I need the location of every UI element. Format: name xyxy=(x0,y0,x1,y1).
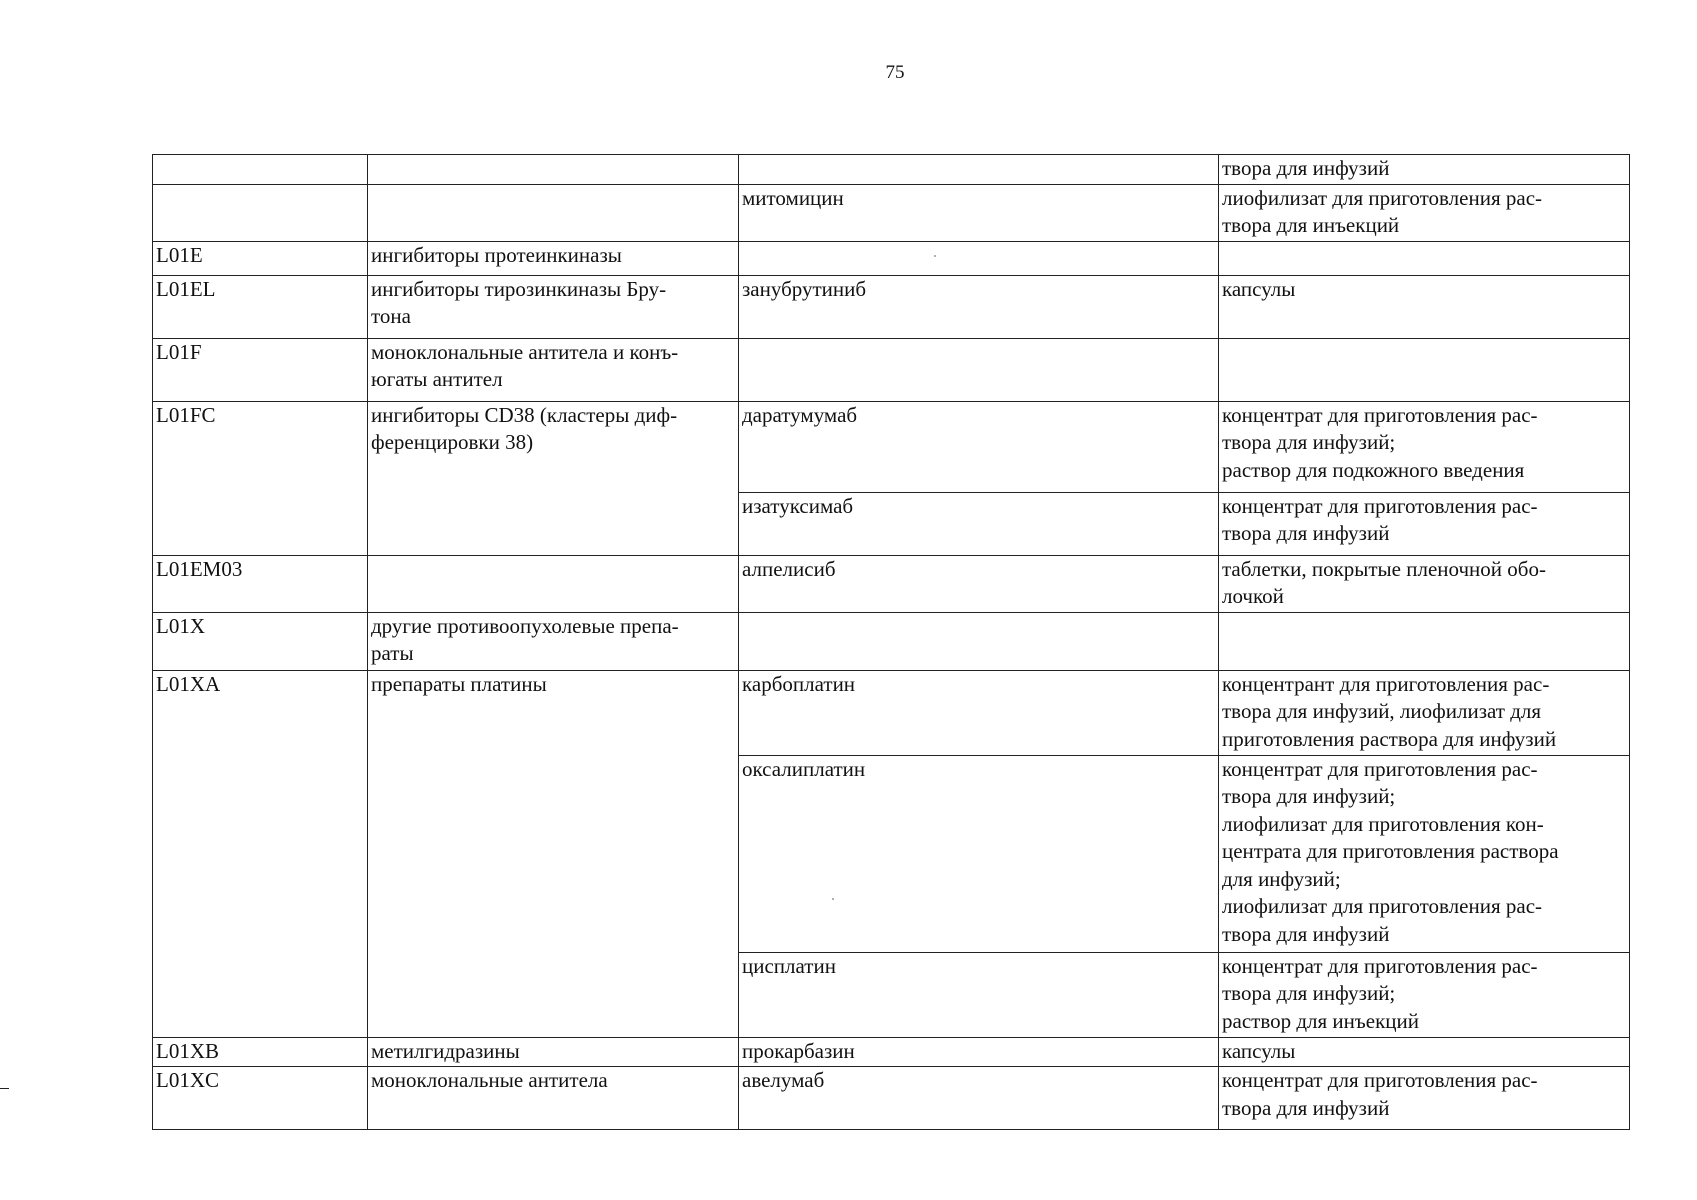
form-cell: концентрат для приготовления рас- твора для инфузий xyxy=(1219,492,1630,555)
atc-code-cell: L01XA xyxy=(153,670,368,1037)
form-cell: таблетки, покрытые пленочной обо- лочкой xyxy=(1219,555,1630,612)
form-cell: капсулы xyxy=(1219,1037,1630,1067)
atc-code-cell: L01E xyxy=(153,241,368,275)
drug-cell: прокарбазин xyxy=(739,1037,1219,1067)
atc-code-cell: L01XC xyxy=(153,1067,368,1130)
drug-cell xyxy=(739,612,1219,670)
form-cell xyxy=(1219,612,1630,670)
table-row xyxy=(153,1037,1630,1067)
table-row xyxy=(153,155,1630,185)
form-cell: концентрат для приготовления рас- твора для инфузий; лиофилизат для приготовления кон- центрата для приготовления раствора для инфузий; лиофилизат для приготовления рас- твора для инфузий xyxy=(1219,755,1630,952)
group-cell: моноклональные антитела xyxy=(368,1067,739,1130)
table-row xyxy=(153,555,1630,612)
table-row xyxy=(153,670,1630,755)
drug-cell: даратумумаб xyxy=(739,401,1219,492)
form-cell: концентрат для приготовления рас- твора для инфузий; раствор для инъекций xyxy=(1219,952,1630,1037)
drug-cell xyxy=(739,241,1219,275)
group-cell: моноклональные антитела и конъ- югаты антител xyxy=(368,338,739,401)
drug-cell xyxy=(739,155,1219,185)
drug-cell: занубрутиниб xyxy=(739,275,1219,338)
form-cell: капсулы xyxy=(1219,275,1630,338)
form-cell xyxy=(1219,338,1630,401)
atc-code-cell: L01EL xyxy=(153,275,368,338)
atc-code-cell: L01EM03 xyxy=(153,555,368,612)
atc-code-cell: L01F xyxy=(153,338,368,401)
table-row xyxy=(153,184,1630,241)
drug-cell: митомицин xyxy=(739,184,1219,241)
table-row xyxy=(153,401,1630,492)
table-row xyxy=(153,241,1630,275)
drug-cell: карбоплатин xyxy=(739,670,1219,755)
table-row xyxy=(153,338,1630,401)
drug-cell: изатуксимаб xyxy=(739,492,1219,555)
table-row xyxy=(153,275,1630,338)
group-cell: ингибиторы протеинкиназы xyxy=(368,241,739,275)
group-cell: ингибиторы CD38 (кластеры диф- ференцировки 38) xyxy=(368,401,739,555)
drug-cell: авелумаб xyxy=(739,1067,1219,1130)
table-row xyxy=(153,1067,1630,1130)
table-row xyxy=(153,612,1630,670)
atc-code-cell xyxy=(153,184,368,241)
atc-code-cell: L01FC xyxy=(153,401,368,555)
atc-code-cell xyxy=(153,155,368,185)
drug-cell: цисплатин xyxy=(739,952,1219,1037)
scan-edge-mark xyxy=(0,1088,9,1089)
drug-table xyxy=(152,154,1630,1130)
form-cell xyxy=(1219,241,1630,275)
form-cell: концентрат для приготовления рас- твора для инфузий; раствор для подкожного введения xyxy=(1219,401,1630,492)
drug-cell: алпелисиб xyxy=(739,555,1219,612)
group-cell: препараты платины xyxy=(368,670,739,1037)
form-cell: концентрант для приготовления рас- твора для инфузий, лиофилизат для приготовления раствора для инфузий xyxy=(1219,670,1630,755)
form-cell: лиофилизат для приготовления рас- твора для инъекций xyxy=(1219,184,1630,241)
atc-code-cell: L01X xyxy=(153,612,368,670)
page-number: 75 xyxy=(885,62,905,83)
group-cell: ингибиторы тирозинкиназы Бру- тона xyxy=(368,275,739,338)
drug-cell xyxy=(739,338,1219,401)
atc-code-cell: L01XB xyxy=(153,1037,368,1067)
group-cell xyxy=(368,155,739,185)
group-cell: метилгидразины xyxy=(368,1037,739,1067)
form-cell: концентрат для приготовления рас- твора для инфузий xyxy=(1219,1067,1630,1130)
form-cell: твора для инфузий xyxy=(1219,155,1630,185)
group-cell xyxy=(368,184,739,241)
group-cell: другие противоопухолевые препа- раты xyxy=(368,612,739,670)
group-cell xyxy=(368,555,739,612)
drug-cell: оксалиплатин xyxy=(739,755,1219,952)
